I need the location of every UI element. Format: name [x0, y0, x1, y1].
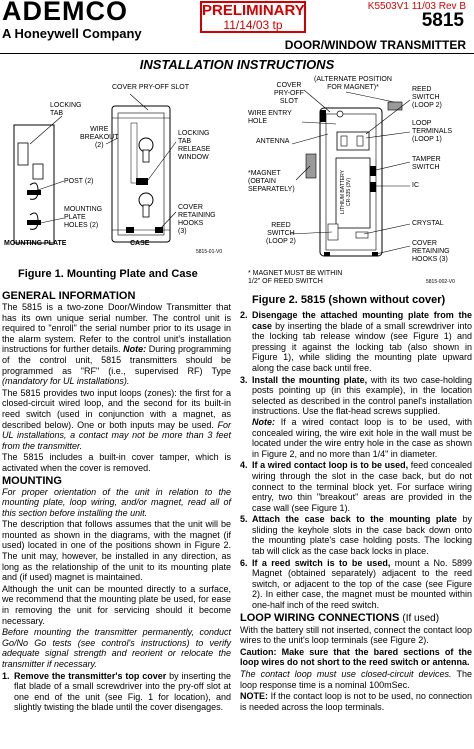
step-2-bold: Disengage the attached mounting plate from the case — [252, 310, 472, 331]
mounting-italic-note: For proper orientation of the unit in relation to the mounting plate, loop wiring, and/or magnet, read all of this section before installing the unit. — [2, 486, 231, 518]
loop-wiring-heading — [240, 612, 472, 625]
fig1-code-label: 5815-01-V0 — [196, 249, 223, 255]
general-information-heading: GENERAL INFORMATION — [2, 290, 136, 302]
loop-caution: Caution: Make sure that the bared sections of the loop wires do not short to the reed switch or antenna. — [240, 646, 472, 668]
figure-2-diagram — [240, 74, 474, 286]
gp2-text: The 5815 provides two input loops (zones): the first for a closed-circuit wired loop, and the second for its built-in reed switch (used in conjunction with a magnet, as described below). One or both inputs may be used. — [2, 387, 231, 430]
fig1-mounting-holes-label: MOUNTING PLATE HOLES (2) — [64, 206, 103, 229]
step-5-text — [252, 514, 472, 556]
step-5-number: 5. — [240, 514, 248, 525]
step-3-note: If a wired contact loop is to be used, with concealed wiring, the wire exit hole in the wall must be located under the wire entry hole in the case as shown in Figure 2, and no more than 1/4" in diameter. — [252, 416, 472, 459]
loop-p2-italic: The contact loop must use closed-circuit devices. — [240, 669, 452, 679]
fig2-cover-slot-label: COVER PRY-OFF SLOT — [274, 82, 304, 105]
step-3-bold: Install the mounting plate, — [252, 374, 368, 385]
step-5 — [240, 514, 472, 556]
step-3-number: 3. — [240, 374, 248, 385]
step-4 — [240, 460, 472, 513]
figure-2-caption: Figure 2. 5815 (shown without cover) — [252, 294, 446, 306]
fig2-alt-position-label: (ALTERNATE POSITION FOR MAGNET)* — [314, 76, 392, 91]
fig2-crystal-label: CRYSTAL — [412, 220, 444, 227]
fig2-ic-label: IC — [412, 182, 419, 189]
general-paragraph-2 — [2, 388, 231, 452]
stamp-title: PRELIMINARY — [202, 2, 305, 19]
step-2-text — [252, 310, 472, 374]
fig2-tamper-label: TAMPER SWITCH — [412, 156, 441, 171]
loop-paragraph-2 — [240, 669, 472, 690]
fig2-note-label: * MAGNET MUST BE WITHIN 1/2" OF REED SWITCH — [248, 270, 343, 285]
fig2-loop-terminals-label: LOOP TERMINALS (LOOP 1) — [412, 120, 453, 143]
loop-heading-text: LOOP WIRING CONNECTIONS — [240, 611, 400, 624]
fig1-post-label: POST (2) — [64, 178, 94, 185]
fig1-wire-breakout-label: WIRE BREAKOUT (2) — [80, 126, 119, 149]
product-title: DOOR/WINDOW TRANSMITTER — [284, 38, 466, 52]
fig1-plate-label: MOUNTING PLATE — [4, 240, 67, 247]
step-4-number: 4. — [240, 460, 248, 471]
loop-p2-text: The loop response time is a nominal 100mSec. — [240, 669, 472, 690]
step-1-bold: Remove the transmitter's top cover — [14, 670, 167, 681]
fig1-cover-hooks-label: COVER RETAINING HOOKS (3) — [178, 204, 216, 235]
step-6-number: 6. — [240, 557, 248, 568]
left-column — [2, 290, 231, 714]
fig2-reed-switch-left-label: REED SWITCH (LOOP 2) — [266, 222, 296, 245]
figure-1-caption: Figure 1. Mounting Plate and Case — [18, 268, 198, 280]
figure-1-diagram — [0, 80, 236, 258]
mounting-paragraph-1: The description that follows assumes that the unit will be mounted as shown in the diagrams, with the magnet (if used) located in one of the positions shown in Figure 2. The unit may, however, be installed in any direction, as long as the relationship of the unit to its mounting plate and (if used) magnet is maintained. — [2, 519, 231, 583]
company-name: A Honeywell Company — [2, 26, 142, 41]
gp1-note-italic: (mandatory for UL installations). — [2, 376, 130, 387]
preliminary-stamp — [200, 1, 306, 33]
general-paragraph-1 — [2, 302, 231, 387]
step-6-body: mount a No. 5899 Magnet (obtained separately) adjacent to the reed switch, or adjacent to the top of the case (see Figure 2). In either case, the magnet must be mounted within one-half inch of the reed switch. — [252, 557, 472, 611]
mounting-paragraph-2: Although the unit can be mounted directly to a surface, we recommend that the mounting plate be used, for ease in removing the unit for servicing should it become necessary. — [2, 583, 231, 626]
model-number: 5815 — [421, 10, 464, 31]
step-1-text — [14, 671, 231, 713]
step-3 — [240, 375, 472, 460]
step-2 — [240, 310, 472, 374]
fig2-cover-hooks-label: COVER RETAINING HOOKS (3) — [412, 240, 450, 263]
step-3-body: with its two case-holding posts pointing up (in this example), in the location selected as described in the control panel's installation instructions. Use the flat-head screws supplied. — [252, 374, 472, 417]
document-number: K5503V1 11/03 Rev B — [367, 1, 466, 12]
stamp-date: 11/14/03 tp — [223, 18, 283, 32]
fig2-antenna-label: ANTENNA — [256, 138, 290, 145]
fig2-magnet-label: *MAGNET (OBTAIN SEPARATELY) — [248, 170, 295, 193]
loop-p3-text: If the contact loop is not to be used, no connection is needed across the loop terminals. — [240, 691, 472, 712]
fig2-code-label: 5815-002-V0 — [426, 279, 455, 285]
step-2-body: by inserting the blade of a small screwdriver into the locking tab release window (see Figure 1) and pressing it against the locking tab (also shown in Figure 1), while sliding the mounting plate upward along the case back until free. — [252, 320, 472, 373]
fig1-cover-slot-label: COVER PRY-OFF SLOT — [112, 84, 190, 91]
gp1-note: During programming of the control unit, 5815 transmitters should be programmed as "RF" (i.e., supervised RF) Type — [2, 344, 231, 376]
step-3-note-label: Note: — [252, 416, 275, 427]
mounting-heading: MOUNTING — [2, 474, 62, 487]
fig2-reed-switch-right-label: REED SWITCH (LOOP 2) — [412, 86, 442, 109]
brand-logo: ADEMCO — [2, 0, 128, 26]
general-paragraph-3: The 5815 includes a built-in cover tamper, which is activated when the cover is removed. — [2, 452, 231, 473]
fig2-battery-label: LITHIUM BATTERY CR-335 (3V) — [340, 170, 352, 214]
step-4-text — [252, 460, 472, 513]
step-5-bold: Attach the case back to the mounting plate — [252, 514, 457, 525]
loop-paragraph-3 — [240, 691, 472, 712]
header-divider — [0, 53, 474, 54]
step-1-number: 1. — [2, 670, 10, 681]
step-1 — [2, 671, 231, 713]
fig2-wire-entry-label: WIRE ENTRY HOLE — [248, 110, 292, 125]
gp1-note-label: Note: — [123, 344, 147, 355]
fig1-locking-tab-label: LOCKING TAB — [50, 102, 82, 117]
gp1-text: The 5815 is a two-zone Door/Window Transmitter that has its own unique serial number. The control unit is required to "enroll" the serial number prior to its usage in the alarm system. Refer to the control unit's installation instructions for further details. — [2, 302, 231, 355]
step-6-bold: If a reed switch is to be used, — [252, 557, 391, 568]
fig1-locking-release-label: LOCKING TAB RELEASE WINDOW — [178, 130, 211, 161]
step-1-body: by inserting the flat blade of a small screwdriver into the pry-off slot at one end of the unit (see Fig. 1 for location), and slightly twisting the blade until the cover disengages. — [14, 670, 231, 713]
loop-heading-sub: (If used) — [402, 612, 440, 624]
step-6 — [240, 558, 472, 611]
section-title: INSTALLATION INSTRUCTIONS — [139, 57, 335, 72]
gp2-italic: For UL installations, a contact may not be more than 3 feet from the transmitter. — [2, 419, 231, 451]
step-6-text — [252, 558, 472, 611]
step-4-body: feed concealed wiring through the slot in the case back, but do not connect to the terminal block yet. For surface wiring entry, two thin "breakout" areas are provided in the case wall (see Figure 1). — [252, 460, 472, 513]
right-column — [240, 310, 472, 713]
mounting-paragraph-3: Before mounting the transmitter permanently, conduct Go/No Go tests (see control's instructions) to verify adequate signal strength and reorient or relocate the transmitter if necessary. — [2, 627, 231, 669]
step-5-body: by sliding the keyhole slots in the case back down onto the mounting plate's case holding posts. The locking tab will click as the case back locks in place. — [252, 514, 472, 557]
step-2-number: 2. — [240, 310, 248, 320]
fig1-case-label: CASE — [130, 240, 150, 247]
step-4-bold: If a wired contact loop is to be used, — [252, 460, 409, 471]
step-3-text — [252, 375, 472, 460]
loop-p3-label: NOTE: — [240, 691, 268, 702]
loop-paragraph-1: With the battery still not inserted, connect the contact loop wires to the unit's loop terminals (see Figure 2). — [240, 624, 472, 646]
